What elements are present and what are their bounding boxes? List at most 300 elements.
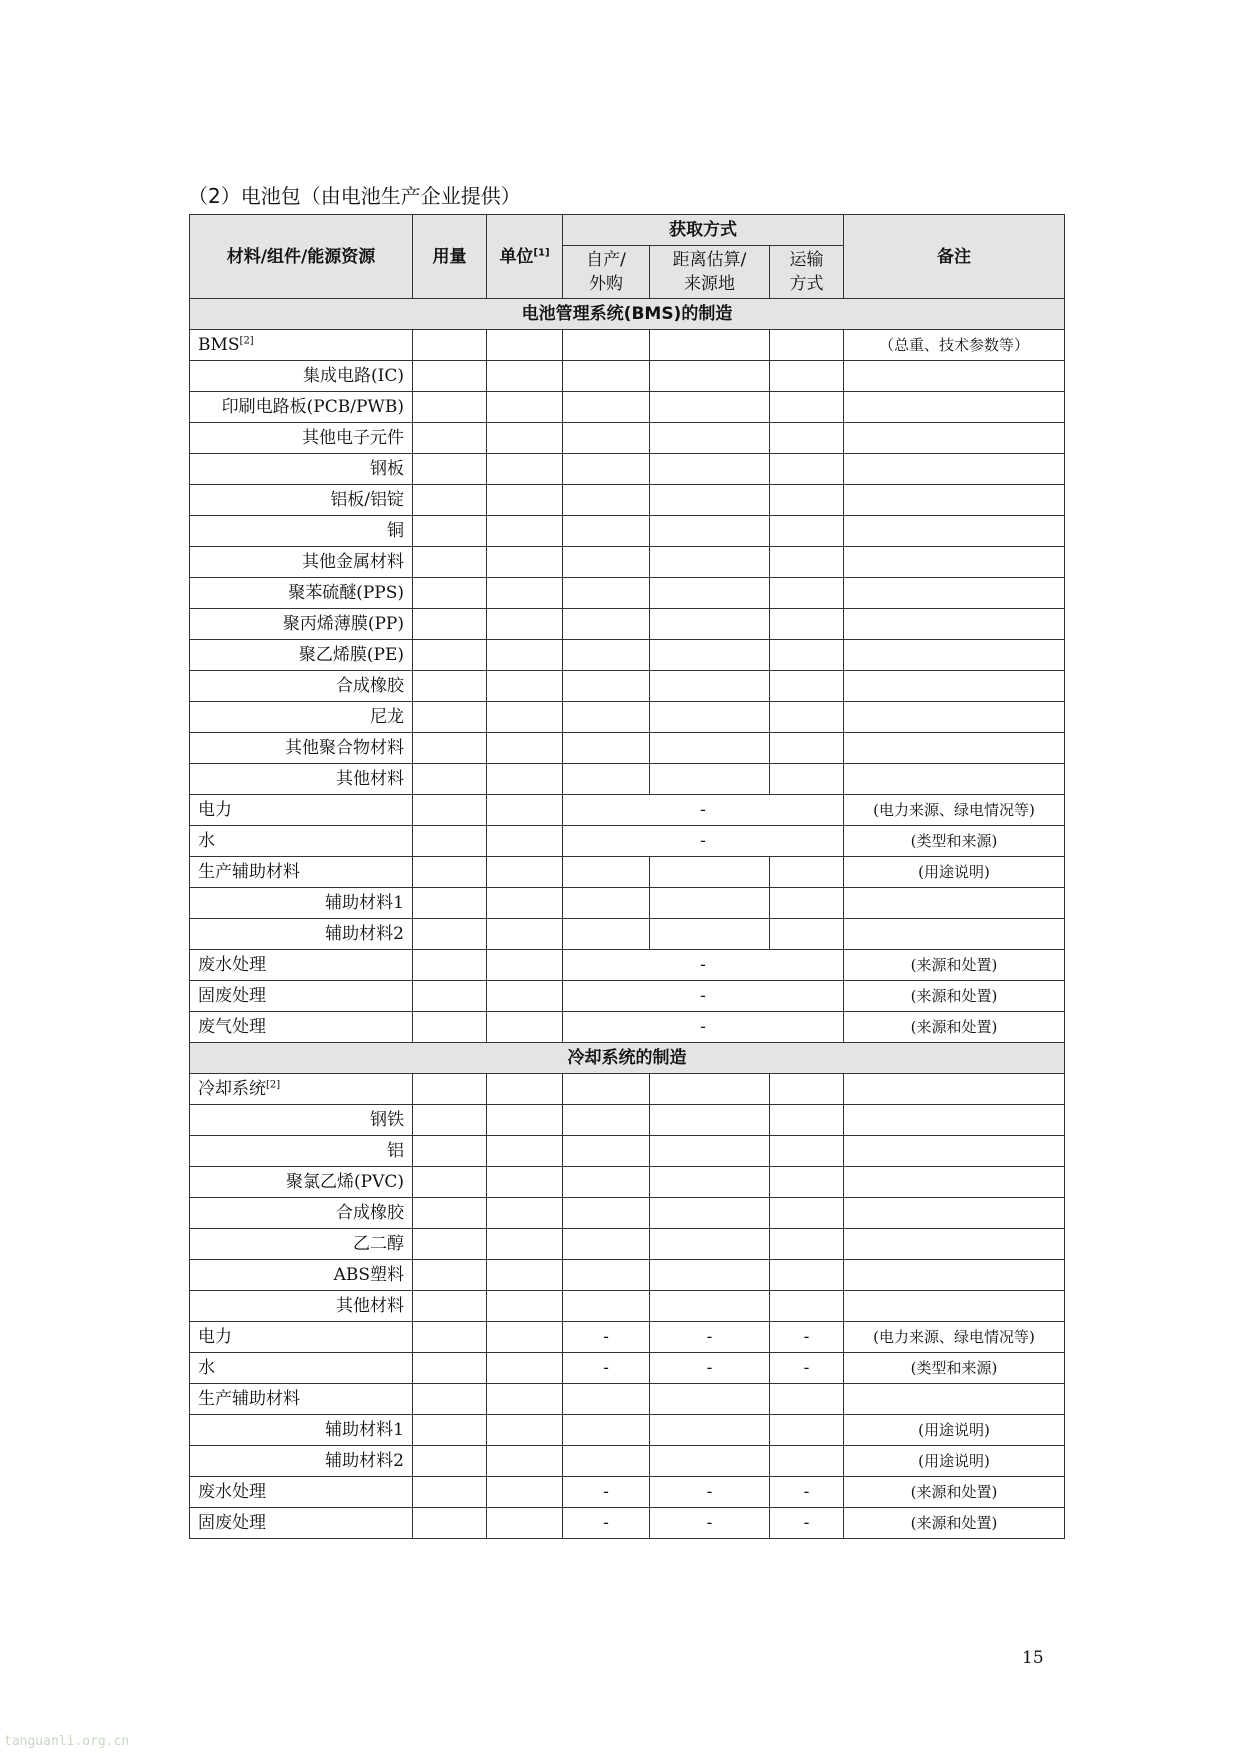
self-or-purchase-cell: - bbox=[563, 1477, 650, 1508]
material-name-cell bbox=[190, 733, 413, 764]
transport-mode-cell[interactable] bbox=[770, 1167, 844, 1198]
acquire-merged-cell: - bbox=[563, 1012, 844, 1043]
section-title-cell: 电池管理系统(BMS)的制造 bbox=[190, 299, 1065, 330]
distance-source-cell[interactable] bbox=[650, 1198, 770, 1229]
notes-cell[interactable]: (来源和处置) bbox=[844, 1012, 1065, 1043]
material-name: 聚氯乙烯(PVC) bbox=[286, 1172, 404, 1192]
unit-cell[interactable] bbox=[487, 981, 563, 1012]
notes-cell[interactable]: (来源和处置) bbox=[844, 1477, 1065, 1508]
distance-source-cell[interactable] bbox=[650, 919, 770, 950]
material-name: 乙二醇 bbox=[353, 1234, 404, 1254]
notes-cell[interactable]: (来源和处置) bbox=[844, 1508, 1065, 1539]
material-name-cell bbox=[190, 1477, 413, 1508]
distance-source-cell[interactable] bbox=[650, 578, 770, 609]
table-row bbox=[190, 1322, 1065, 1353]
unit-cell[interactable] bbox=[487, 485, 563, 516]
self-or-purchase-cell[interactable] bbox=[563, 1446, 650, 1477]
unit-cell[interactable] bbox=[487, 423, 563, 454]
transport-mode-cell[interactable] bbox=[770, 547, 844, 578]
table-row bbox=[190, 640, 1065, 671]
transport-mode-cell[interactable] bbox=[770, 392, 844, 423]
notes-cell[interactable]: (用途说明) bbox=[844, 1415, 1065, 1446]
unit-cell[interactable] bbox=[487, 1229, 563, 1260]
unit-cell[interactable] bbox=[487, 764, 563, 795]
transport-mode-cell[interactable] bbox=[770, 640, 844, 671]
notes-cell[interactable] bbox=[844, 764, 1065, 795]
distance-source-cell: - bbox=[650, 1508, 770, 1539]
table-row bbox=[190, 888, 1065, 919]
table-row bbox=[190, 1012, 1065, 1043]
amount-cell[interactable] bbox=[413, 1105, 487, 1136]
material-name: 其他电子元件 bbox=[302, 428, 404, 448]
transport-mode-cell[interactable] bbox=[770, 361, 844, 392]
unit-cell[interactable] bbox=[487, 1260, 563, 1291]
distance-source-cell[interactable] bbox=[650, 361, 770, 392]
self-or-purchase-cell[interactable] bbox=[563, 1198, 650, 1229]
amount-cell[interactable] bbox=[413, 1012, 487, 1043]
transport-mode-cell[interactable] bbox=[770, 1074, 844, 1105]
header-unit: 单位[1] bbox=[487, 215, 563, 299]
distance-source-cell[interactable] bbox=[650, 485, 770, 516]
amount-cell[interactable] bbox=[413, 423, 487, 454]
unit-cell[interactable] bbox=[487, 1198, 563, 1229]
table-row bbox=[190, 1105, 1065, 1136]
notes-cell[interactable]: (类型和来源) bbox=[844, 826, 1065, 857]
amount-cell[interactable] bbox=[413, 1384, 487, 1415]
material-name-cell bbox=[190, 1012, 413, 1043]
distance-source-cell[interactable] bbox=[650, 764, 770, 795]
self-or-purchase-cell: - bbox=[563, 1508, 650, 1539]
self-or-purchase-cell[interactable] bbox=[563, 454, 650, 485]
transport-mode-cell[interactable] bbox=[770, 1415, 844, 1446]
transport-mode-cell: - bbox=[770, 1353, 844, 1384]
section-header-row bbox=[190, 299, 1065, 330]
amount-cell[interactable] bbox=[413, 609, 487, 640]
unit-cell[interactable] bbox=[487, 609, 563, 640]
distance-source-cell[interactable] bbox=[650, 1384, 770, 1415]
material-name: 冷却系统 bbox=[198, 1079, 266, 1099]
amount-cell[interactable] bbox=[413, 516, 487, 547]
notes-cell[interactable] bbox=[844, 1260, 1065, 1291]
unit-cell[interactable] bbox=[487, 857, 563, 888]
table-row bbox=[190, 671, 1065, 702]
material-name-cell bbox=[190, 702, 413, 733]
notes-cell[interactable] bbox=[844, 361, 1065, 392]
distance-source-cell[interactable] bbox=[650, 671, 770, 702]
notes-cell[interactable]: (电力来源、绿电情况等) bbox=[844, 1322, 1065, 1353]
table-row bbox=[190, 950, 1065, 981]
self-or-purchase-cell[interactable] bbox=[563, 857, 650, 888]
transport-mode-cell[interactable] bbox=[770, 1136, 844, 1167]
unit-cell[interactable] bbox=[487, 1136, 563, 1167]
distance-source-cell[interactable] bbox=[650, 1167, 770, 1198]
amount-cell[interactable] bbox=[413, 1508, 487, 1539]
material-name-cell bbox=[190, 640, 413, 671]
self-or-purchase-cell[interactable] bbox=[563, 1074, 650, 1105]
table-row bbox=[190, 1198, 1065, 1229]
transport-mode-cell[interactable] bbox=[770, 1229, 844, 1260]
unit-cell[interactable] bbox=[487, 640, 563, 671]
notes-cell[interactable] bbox=[844, 640, 1065, 671]
amount-cell[interactable] bbox=[413, 547, 487, 578]
header-amount: 用量 bbox=[413, 215, 487, 299]
unit-cell[interactable] bbox=[487, 1167, 563, 1198]
self-or-purchase-cell[interactable] bbox=[563, 1105, 650, 1136]
transport-mode-cell[interactable] bbox=[770, 702, 844, 733]
amount-cell[interactable] bbox=[413, 1415, 487, 1446]
material-name: 集成电路(IC) bbox=[303, 366, 404, 386]
self-or-purchase-cell[interactable] bbox=[563, 1384, 650, 1415]
amount-cell[interactable] bbox=[413, 1291, 487, 1322]
notes-cell[interactable] bbox=[844, 609, 1065, 640]
amount-cell[interactable] bbox=[413, 733, 487, 764]
self-or-purchase-cell[interactable] bbox=[563, 733, 650, 764]
self-or-purchase-cell[interactable] bbox=[563, 671, 650, 702]
material-name: 电力 bbox=[198, 800, 232, 820]
transport-mode-cell[interactable] bbox=[770, 1260, 844, 1291]
self-or-purchase-cell[interactable] bbox=[563, 640, 650, 671]
self-or-purchase-cell[interactable] bbox=[563, 888, 650, 919]
amount-cell[interactable] bbox=[413, 702, 487, 733]
material-name: 固废处理 bbox=[198, 1513, 266, 1533]
notes-cell[interactable]: (用途说明) bbox=[844, 857, 1065, 888]
material-name: BMS bbox=[198, 335, 240, 355]
unit-cell[interactable] bbox=[487, 826, 563, 857]
material-name-cell bbox=[190, 578, 413, 609]
amount-cell[interactable] bbox=[413, 671, 487, 702]
notes-cell[interactable] bbox=[844, 733, 1065, 764]
unit-cell[interactable] bbox=[487, 1353, 563, 1384]
material-name-cell bbox=[190, 516, 413, 547]
amount-cell[interactable] bbox=[413, 1136, 487, 1167]
material-name: 废水处理 bbox=[198, 1482, 266, 1502]
distance-source-cell[interactable] bbox=[650, 888, 770, 919]
notes-cell[interactable]: (类型和来源) bbox=[844, 1353, 1065, 1384]
material-inventory-table bbox=[189, 214, 1065, 1539]
amount-cell[interactable] bbox=[413, 1353, 487, 1384]
notes-cell[interactable] bbox=[844, 1167, 1065, 1198]
amount-cell[interactable] bbox=[413, 888, 487, 919]
transport-mode-cell[interactable] bbox=[770, 733, 844, 764]
material-name-cell bbox=[190, 1198, 413, 1229]
distance-source-cell[interactable] bbox=[650, 1105, 770, 1136]
unit-cell[interactable] bbox=[487, 1384, 563, 1415]
unit-cell[interactable] bbox=[487, 1291, 563, 1322]
amount-cell[interactable] bbox=[413, 454, 487, 485]
material-name: 废水处理 bbox=[198, 955, 266, 975]
distance-source-cell[interactable] bbox=[650, 547, 770, 578]
transport-mode-cell[interactable] bbox=[770, 888, 844, 919]
table-row bbox=[190, 423, 1065, 454]
unit-cell[interactable] bbox=[487, 547, 563, 578]
material-name-cell bbox=[190, 826, 413, 857]
notes-cell[interactable] bbox=[844, 454, 1065, 485]
notes-cell[interactable] bbox=[844, 423, 1065, 454]
self-or-purchase-cell[interactable] bbox=[563, 361, 650, 392]
table-row bbox=[190, 454, 1065, 485]
unit-cell[interactable] bbox=[487, 795, 563, 826]
self-or-purchase-cell[interactable] bbox=[563, 392, 650, 423]
distance-source-cell[interactable] bbox=[650, 1446, 770, 1477]
notes-cell[interactable] bbox=[844, 516, 1065, 547]
material-name-cell bbox=[190, 888, 413, 919]
notes-cell[interactable] bbox=[844, 1105, 1065, 1136]
unit-cell[interactable] bbox=[487, 1477, 563, 1508]
unit-cell[interactable] bbox=[487, 392, 563, 423]
section-header-row bbox=[190, 1043, 1065, 1074]
amount-cell[interactable] bbox=[413, 1446, 487, 1477]
transport-mode-cell[interactable] bbox=[770, 671, 844, 702]
unit-cell[interactable] bbox=[487, 1012, 563, 1043]
amount-cell[interactable] bbox=[413, 1260, 487, 1291]
material-name: 钢板 bbox=[370, 459, 404, 479]
acquire-merged-cell: - bbox=[563, 950, 844, 981]
unit-cell[interactable] bbox=[487, 950, 563, 981]
notes-cell[interactable] bbox=[844, 671, 1065, 702]
transport-mode-cell[interactable] bbox=[770, 330, 844, 361]
self-or-purchase-cell[interactable] bbox=[563, 1136, 650, 1167]
self-or-purchase-cell[interactable] bbox=[563, 702, 650, 733]
unit-cell[interactable] bbox=[487, 454, 563, 485]
notes-cell[interactable] bbox=[844, 485, 1065, 516]
transport-mode-cell[interactable] bbox=[770, 609, 844, 640]
unit-cell[interactable] bbox=[487, 1322, 563, 1353]
notes-cell[interactable]: (来源和处置) bbox=[844, 981, 1065, 1012]
transport-mode-cell[interactable] bbox=[770, 919, 844, 950]
notes-cell[interactable]: (来源和处置) bbox=[844, 950, 1065, 981]
material-name: 水 bbox=[198, 831, 215, 851]
material-name: 合成橡胶 bbox=[336, 676, 404, 696]
amount-cell[interactable] bbox=[413, 1167, 487, 1198]
distance-source-cell[interactable] bbox=[650, 857, 770, 888]
notes-cell[interactable]: (电力来源、绿电情况等) bbox=[844, 795, 1065, 826]
transport-mode-cell[interactable] bbox=[770, 1291, 844, 1322]
self-or-purchase-cell[interactable] bbox=[563, 578, 650, 609]
self-or-purchase-cell[interactable] bbox=[563, 919, 650, 950]
self-or-purchase-cell[interactable] bbox=[563, 516, 650, 547]
distance-source-cell[interactable] bbox=[650, 423, 770, 454]
unit-cell[interactable] bbox=[487, 1105, 563, 1136]
amount-cell[interactable] bbox=[413, 1477, 487, 1508]
notes-cell[interactable] bbox=[844, 1229, 1065, 1260]
distance-source-cell[interactable] bbox=[650, 702, 770, 733]
table-row bbox=[190, 702, 1065, 733]
notes-cell[interactable] bbox=[844, 392, 1065, 423]
material-name-cell bbox=[190, 764, 413, 795]
distance-source-cell[interactable] bbox=[650, 516, 770, 547]
distance-source-cell[interactable] bbox=[650, 1415, 770, 1446]
unit-cell[interactable] bbox=[487, 1508, 563, 1539]
transport-mode-cell[interactable] bbox=[770, 1198, 844, 1229]
table-row bbox=[190, 516, 1065, 547]
material-name-cell bbox=[190, 981, 413, 1012]
notes-cell[interactable] bbox=[844, 919, 1065, 950]
amount-cell[interactable] bbox=[413, 1229, 487, 1260]
table-row bbox=[190, 330, 1065, 361]
transport-mode-cell[interactable] bbox=[770, 1105, 844, 1136]
amount-cell[interactable] bbox=[413, 1074, 487, 1105]
distance-source-cell[interactable] bbox=[650, 1229, 770, 1260]
amount-cell[interactable] bbox=[413, 1198, 487, 1229]
material-name: 聚苯硫醚(PPS) bbox=[288, 583, 404, 603]
watermark-text: tanguanli.org.cn bbox=[4, 1734, 130, 1749]
unit-cell[interactable] bbox=[487, 888, 563, 919]
material-name: 尼龙 bbox=[370, 707, 404, 727]
material-name-cell bbox=[190, 1074, 413, 1105]
distance-source-cell[interactable] bbox=[650, 609, 770, 640]
material-name: 其他材料 bbox=[336, 1296, 404, 1316]
amount-cell[interactable] bbox=[413, 640, 487, 671]
amount-cell[interactable] bbox=[413, 1322, 487, 1353]
self-or-purchase-cell[interactable] bbox=[563, 547, 650, 578]
notes-cell[interactable] bbox=[844, 1136, 1065, 1167]
self-or-purchase-cell[interactable] bbox=[563, 609, 650, 640]
unit-cell[interactable] bbox=[487, 919, 563, 950]
material-name-cell bbox=[190, 361, 413, 392]
amount-cell[interactable] bbox=[413, 981, 487, 1012]
material-name-cell bbox=[190, 1384, 413, 1415]
notes-cell[interactable] bbox=[844, 1384, 1065, 1415]
transport-mode-cell[interactable] bbox=[770, 516, 844, 547]
material-name-cell bbox=[190, 547, 413, 578]
table-row bbox=[190, 857, 1065, 888]
material-name: 生产辅助材料 bbox=[198, 1389, 300, 1409]
notes-cell[interactable] bbox=[844, 1198, 1065, 1229]
amount-cell[interactable] bbox=[413, 330, 487, 361]
transport-mode-cell[interactable] bbox=[770, 1446, 844, 1477]
self-or-purchase-cell[interactable] bbox=[563, 1229, 650, 1260]
material-name: 其他材料 bbox=[336, 769, 404, 789]
notes-cell[interactable]: （总重、技术参数等） bbox=[844, 330, 1065, 361]
unit-cell[interactable] bbox=[487, 516, 563, 547]
transport-mode-cell[interactable] bbox=[770, 764, 844, 795]
material-name: 固废处理 bbox=[198, 986, 266, 1006]
distance-source-cell[interactable] bbox=[650, 640, 770, 671]
table-row bbox=[190, 1446, 1065, 1477]
material-name-cell bbox=[190, 609, 413, 640]
distance-source-cell[interactable] bbox=[650, 454, 770, 485]
acquire-merged-cell: - bbox=[563, 826, 844, 857]
unit-cell[interactable] bbox=[487, 1074, 563, 1105]
unit-cell[interactable] bbox=[487, 578, 563, 609]
notes-cell[interactable] bbox=[844, 1074, 1065, 1105]
amount-cell[interactable] bbox=[413, 764, 487, 795]
self-or-purchase-cell[interactable] bbox=[563, 485, 650, 516]
transport-mode-cell[interactable] bbox=[770, 423, 844, 454]
amount-cell[interactable] bbox=[413, 919, 487, 950]
transport-mode-cell: - bbox=[770, 1477, 844, 1508]
self-or-purchase-cell[interactable] bbox=[563, 764, 650, 795]
header-distance-source: 距离估算/ 来源地 bbox=[650, 246, 770, 299]
amount-cell[interactable] bbox=[413, 826, 487, 857]
material-name: 铝 bbox=[387, 1141, 404, 1161]
self-or-purchase-cell[interactable] bbox=[563, 1291, 650, 1322]
unit-cell[interactable] bbox=[487, 361, 563, 392]
unit-cell[interactable] bbox=[487, 330, 563, 361]
self-or-purchase-cell: - bbox=[563, 1353, 650, 1384]
material-name: 电力 bbox=[198, 1327, 232, 1347]
distance-source-cell[interactable] bbox=[650, 1260, 770, 1291]
material-name-cell bbox=[190, 1353, 413, 1384]
table-row bbox=[190, 578, 1065, 609]
header-transport-mode: 运输 方式 bbox=[770, 246, 844, 299]
notes-cell[interactable]: (用途说明) bbox=[844, 1446, 1065, 1477]
material-name-cell bbox=[190, 1136, 413, 1167]
table-row bbox=[190, 609, 1065, 640]
table-row bbox=[190, 795, 1065, 826]
material-name: 聚乙烯膜(PE) bbox=[298, 645, 404, 665]
section-title: （2）电池包（由电池生产企业提供） bbox=[188, 184, 521, 208]
material-name-cell bbox=[190, 1446, 413, 1477]
material-name-cell bbox=[190, 1415, 413, 1446]
unit-cell[interactable] bbox=[487, 702, 563, 733]
material-name: 钢铁 bbox=[370, 1110, 404, 1130]
table-row bbox=[190, 1477, 1065, 1508]
header-notes: 备注 bbox=[844, 215, 1065, 299]
amount-cell[interactable] bbox=[413, 950, 487, 981]
material-name: 铝板/铝锭 bbox=[330, 490, 404, 510]
distance-source-cell[interactable] bbox=[650, 330, 770, 361]
amount-cell[interactable] bbox=[413, 578, 487, 609]
notes-cell[interactable] bbox=[844, 888, 1065, 919]
table-row bbox=[190, 826, 1065, 857]
self-or-purchase-cell[interactable] bbox=[563, 1260, 650, 1291]
unit-cell[interactable] bbox=[487, 733, 563, 764]
distance-source-cell[interactable] bbox=[650, 392, 770, 423]
self-or-purchase-cell[interactable] bbox=[563, 1167, 650, 1198]
table-row bbox=[190, 547, 1065, 578]
material-name-cell bbox=[190, 1322, 413, 1353]
transport-mode-cell[interactable] bbox=[770, 578, 844, 609]
amount-cell[interactable] bbox=[413, 485, 487, 516]
table-row bbox=[190, 1508, 1065, 1539]
material-name: 印刷电路板(PCB/PWB) bbox=[221, 397, 404, 417]
transport-mode-cell[interactable] bbox=[770, 454, 844, 485]
material-name-cell bbox=[190, 950, 413, 981]
amount-cell[interactable] bbox=[413, 361, 487, 392]
amount-cell[interactable] bbox=[413, 795, 487, 826]
material-name-cell bbox=[190, 919, 413, 950]
self-or-purchase-cell[interactable] bbox=[563, 423, 650, 454]
material-name-cell bbox=[190, 1291, 413, 1322]
self-or-purchase-cell[interactable] bbox=[563, 330, 650, 361]
table-row bbox=[190, 764, 1065, 795]
notes-cell[interactable] bbox=[844, 1291, 1065, 1322]
unit-cell[interactable] bbox=[487, 671, 563, 702]
distance-source-cell[interactable] bbox=[650, 1291, 770, 1322]
table-row bbox=[190, 392, 1065, 423]
notes-cell[interactable] bbox=[844, 547, 1065, 578]
notes-cell[interactable] bbox=[844, 578, 1065, 609]
unit-cell[interactable] bbox=[487, 1415, 563, 1446]
transport-mode-cell[interactable] bbox=[770, 857, 844, 888]
material-name: ABS塑料 bbox=[333, 1265, 404, 1285]
notes-cell[interactable] bbox=[844, 702, 1065, 733]
unit-cell[interactable] bbox=[487, 1446, 563, 1477]
self-or-purchase-cell[interactable] bbox=[563, 1415, 650, 1446]
table-row bbox=[190, 361, 1065, 392]
distance-source-cell[interactable] bbox=[650, 1136, 770, 1167]
material-name: 辅助材料2 bbox=[325, 924, 404, 944]
transport-mode-cell[interactable] bbox=[770, 485, 844, 516]
table-row bbox=[190, 1384, 1065, 1415]
amount-cell[interactable] bbox=[413, 857, 487, 888]
distance-source-cell[interactable] bbox=[650, 733, 770, 764]
distance-source-cell: - bbox=[650, 1322, 770, 1353]
amount-cell[interactable] bbox=[413, 392, 487, 423]
transport-mode-cell[interactable] bbox=[770, 1384, 844, 1415]
distance-source-cell[interactable] bbox=[650, 1074, 770, 1105]
